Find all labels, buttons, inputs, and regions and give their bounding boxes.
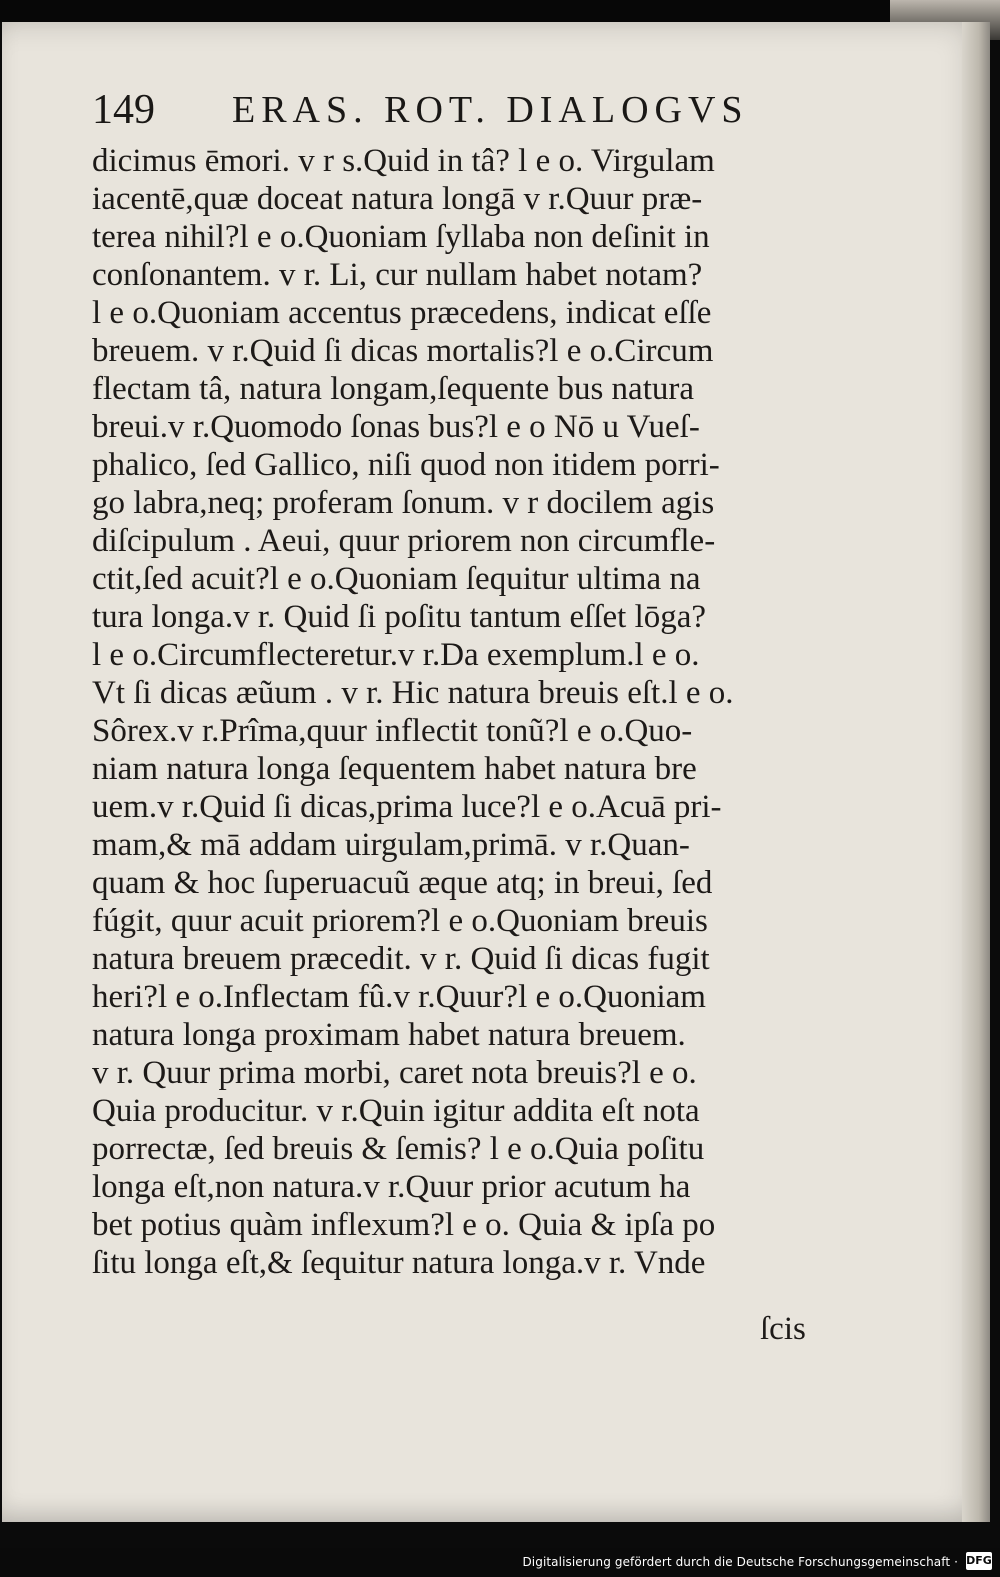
text-line: tura longa.v r. Quid ſi poſitu tantum eſſet lōga?	[92, 599, 707, 635]
text-line: iacentē,quæ doceat natura longā v r.Quur præ-	[92, 181, 703, 217]
text-line: terea nihil?l e o.Quoniam ſyllaba non deſinit in	[92, 219, 710, 255]
text-line: phalico, ſed Gallico, niſi quod non itidem porri-	[92, 447, 720, 483]
text-line: ctit,ſed acuit?l e o.Quoniam ſequitur ultima na	[92, 561, 701, 597]
text-line: Sôrex.v r.Prîma,quur inflectit tonũ?l e o.Quo-	[92, 713, 693, 749]
text-line: porrectæ, ſed breuis & ſemis? l e o.Quia poſitu	[92, 1131, 705, 1167]
text-line: natura breuem præcedit. v r. Quid ſi dicas fugit	[92, 941, 710, 977]
text-line: l e o.Circumflecteretur.v r.Da exemplum.l e o.	[92, 637, 700, 673]
text-line: mam,& mā addam uirgulam,primā. v r.Quan-	[92, 827, 690, 863]
text-line: heri?l e o.Inflectam fû.v r.Quur?l e o.Quoniam	[92, 979, 706, 1015]
text-line: natura longa proximam habet natura breuem.	[92, 1017, 686, 1053]
text-line: diſcipulum . Aeui, quur priorem non circumfle-	[92, 523, 716, 559]
text-line: conſonantem. v r. Li, cur nullam habet notam?	[92, 257, 703, 293]
text-line: go labra,neq; proferam ſonum. v r docilem agis	[92, 485, 715, 521]
text-line: breui.v r.Quomodo ſonas bus?l e o Nō u Vueſ-	[92, 409, 700, 445]
text-line: l e o.Quoniam accentus præcedens, indicat eſſe	[92, 295, 712, 331]
text-line: longa eſt,non natura.v r.Quur prior acutum ha	[92, 1169, 691, 1205]
text-line: niam natura longa ſequentem habet natura bre	[92, 751, 697, 787]
text-line: quam & hoc ſuperuacuũ æque atq; in breui, ſed	[92, 865, 713, 901]
text-line: uem.v r.Quid ſi dicas,prima luce?l e o.Acuā pri-	[92, 789, 722, 825]
text-line: v r. Quur prima morbi, caret nota breuis?l e o.	[92, 1055, 697, 1091]
body-text	[92, 142, 804, 1282]
text-line: breuem. v r.Quid ſi dicas mortalis?l e o.Circum	[92, 333, 714, 369]
page-number: 149	[92, 87, 155, 133]
text-line: flectam tâ, natura longam,ſequente bus natura	[92, 371, 695, 407]
text-line: bet potius quàm inflexum?l e o. Quia & ipſa po	[92, 1207, 716, 1243]
text-line: dicimus ēmori. v r s.Quid in tâ? l e o. Virgulam	[92, 143, 715, 179]
text-line: fúgit, quur acuit priorem?l e o.Quoniam breuis	[92, 903, 708, 939]
digitization-credit: Digitalisierung gefördert durch die Deutsche Forschungsgemeinschaft ·	[522, 1555, 958, 1569]
scan-top-border	[0, 0, 1000, 22]
text-line: Vt ſi dicas æũum . v r. Hic natura breuis eſt.l e o.	[92, 675, 734, 711]
running-head: ERAS. ROT. DIALOGVS	[232, 89, 749, 131]
catchword: ſcis	[760, 1311, 806, 1347]
text-line: Quia producitur. v r.Quin igitur addita eſt nota	[92, 1093, 700, 1129]
dfg-logo: DFG	[966, 1552, 992, 1570]
page-header	[92, 80, 792, 140]
page-gutter-shadow	[962, 22, 990, 1522]
text-line: ſitu longa eſt,& ſequitur natura longa.v r. Vnde	[92, 1245, 706, 1281]
